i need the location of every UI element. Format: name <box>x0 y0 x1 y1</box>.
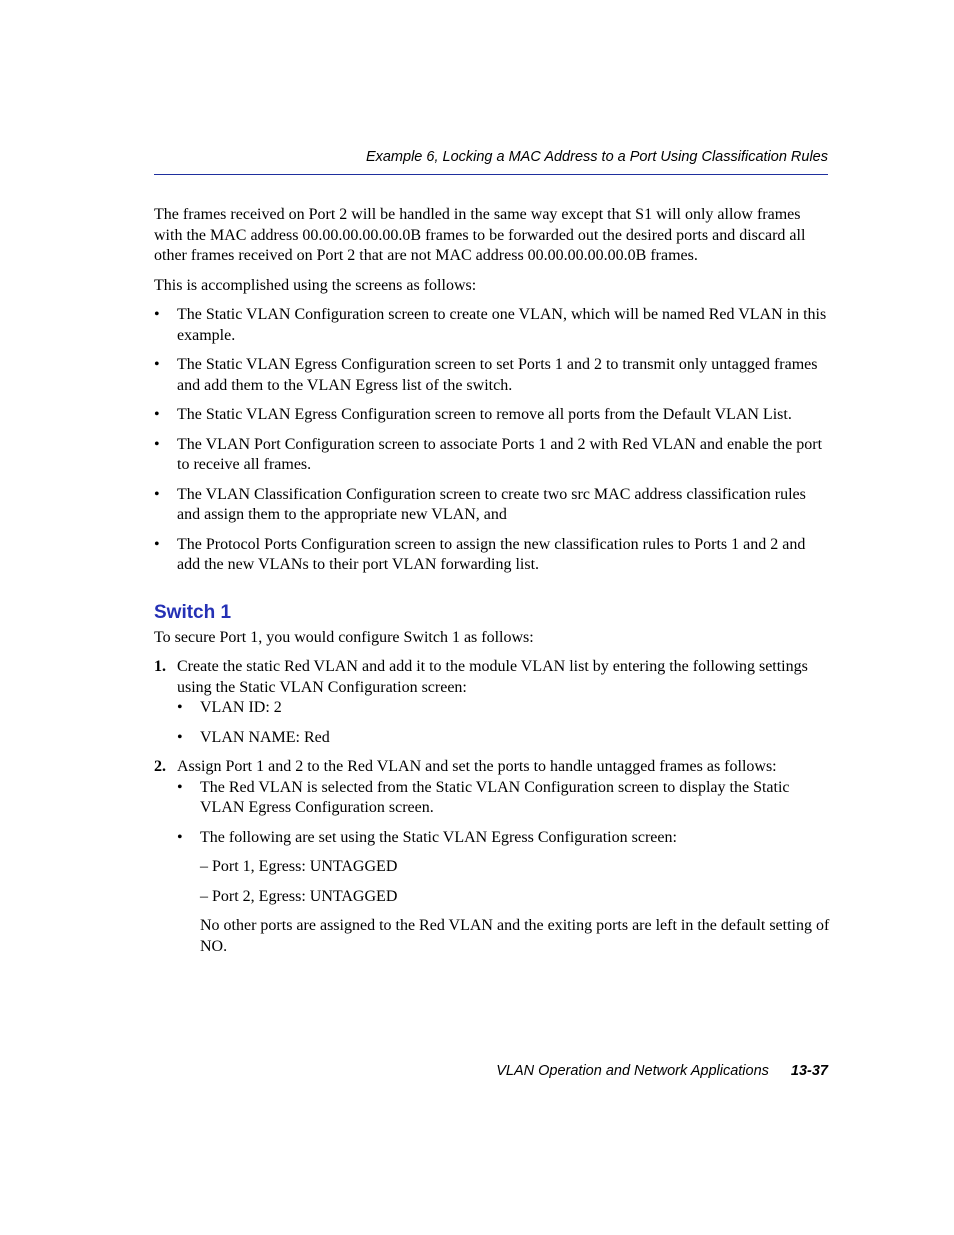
dash-item: – Port 1, Egress: UNTAGGED <box>200 858 398 875</box>
list-item <box>177 698 830 719</box>
step-number: 1. <box>154 658 166 675</box>
list-item <box>154 405 830 426</box>
screen-list <box>154 305 830 576</box>
list-item-text: The Red VLAN is selected from the Static VLAN Configuration screen to display the Static VLAN Egress Configuration screen. <box>200 778 790 816</box>
intro-lead-in: This is accomplished using the screens as follows: <box>154 276 477 294</box>
step-number: 2. <box>154 758 166 775</box>
page-body <box>154 205 830 966</box>
bullet-icon: • <box>154 406 160 423</box>
closing-note: No other ports are assigned to the Red VLAN and the exiting ports are left in the default setting of NO. <box>200 917 830 955</box>
running-header: Example 6, Locking a MAC Address to a Port Using Classification Rules <box>365 149 828 165</box>
section-intro: To secure Port 1, you would configure Switch 1 as follows: <box>154 628 534 646</box>
step-text: Create the static Red VLAN and add it to the module VLAN list by entering the following settings using the Static VLAN Configuration screen: <box>177 658 808 696</box>
dash-list <box>200 857 830 957</box>
header-rule <box>154 174 828 175</box>
list-item-text: The Static VLAN Configuration screen to create one VLAN, which will be named Red VLAN in this example. <box>177 306 827 344</box>
list-item-text: The Static VLAN Egress Configuration screen to set Ports 1 and 2 to transmit only untagged frames and add them to the VLAN Egress list of the switch. <box>177 356 818 394</box>
bullet-icon: • <box>154 435 160 453</box>
list-item <box>154 435 830 476</box>
section-heading: Switch 1 <box>154 601 232 623</box>
step-item <box>154 757 830 957</box>
list-item-text: VLAN NAME: Red <box>200 728 330 746</box>
bullet-icon: • <box>177 728 183 746</box>
list-item-text: The Static VLAN Egress Configuration screen to remove all ports from the Default VLAN List. <box>177 406 792 423</box>
list-item <box>177 778 830 819</box>
bullet-icon: • <box>177 828 183 846</box>
step-item <box>154 657 830 748</box>
bullet-icon: • <box>154 535 160 553</box>
sub-list <box>177 698 830 748</box>
bullet-icon: • <box>154 485 160 503</box>
page-number: 13-37 <box>790 1063 828 1079</box>
list-item-text: The following are set using the Static VLAN Egress Configuration screen: <box>200 828 677 846</box>
list-item <box>154 535 830 576</box>
list-item <box>154 485 830 526</box>
footer-title: VLAN Operation and Network Applications <box>496 1063 769 1079</box>
list-item <box>177 728 830 749</box>
dash-item: – Port 2, Egress: UNTAGGED <box>200 887 398 905</box>
list-item-text: VLAN ID: 2 <box>200 699 282 716</box>
bullet-icon: • <box>154 356 160 373</box>
list-item <box>177 828 830 958</box>
list-item-text: The VLAN Port Configuration screen to associate Ports 1 and 2 with Red VLAN and enable the port to receive all frames. <box>177 435 823 473</box>
bullet-icon: • <box>177 699 183 716</box>
list-item-text: The Protocol Ports Configuration screen to assign the new classification rules to Ports 1 and 2 and add the new VLANs to their port VLAN forwarding list. <box>177 535 806 573</box>
page-footer <box>154 1062 828 1080</box>
intro-paragraph: The frames received on Port 2 will be handled in the same way except that S1 will only allow frames with the MAC address 00.00.00.00.00.0B frames to be forwarded out the desired ports and discard all other frames received on Port 2 that are not MAC address 00.00.00.00.00.0B frames. <box>154 206 806 264</box>
list-item <box>154 305 830 346</box>
bullet-icon: • <box>154 306 160 323</box>
sub-list <box>177 778 830 958</box>
step-text: Assign Port 1 and 2 to the Red VLAN and set the ports to handle untagged frames as follows: <box>177 758 777 775</box>
list-item-text: The VLAN Classification Configuration screen to create two src MAC address classification rules and assign them to the appropriate new VLAN, and <box>177 485 806 523</box>
step-list <box>154 657 830 957</box>
bullet-icon: • <box>177 778 183 796</box>
list-item <box>154 355 830 396</box>
